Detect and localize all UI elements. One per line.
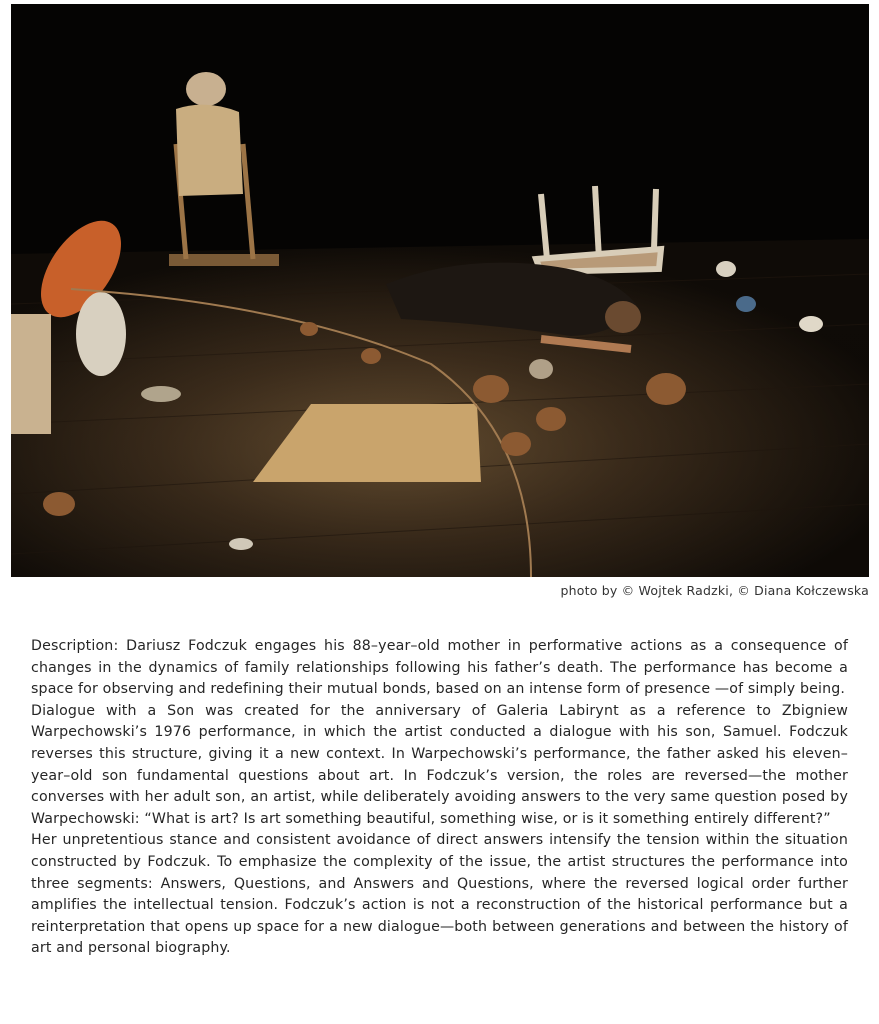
photo-credit-caption: photo by © Wojtek Radzki, © Diana Kołczewska bbox=[560, 583, 869, 598]
description-text bbox=[31, 636, 848, 960]
context-paragraph: Dialogue with a Son was created for the anniversary of Galeria Labirynt as a reference to Zbigniew Warpechowski’s 1976 performance, in which the artist conducted a dialogue with his son, Samuel. Fodczuk reverses this structure, giving it a new context. In Warpechowski’s performance, the father asked his eleven–year–old son fundamental questions about art. In Fodczuk’s version, the roles are reversed—the mother converses with her adult son, an artist, while deliberately avoiding answers to the very same question posed by Warpechowski: “What is art? Is art something beautiful, something wise, or is it something entirely different?” bbox=[31, 702, 848, 827]
description-paragraph: Description: Dariusz Fodczuk engages his 88–year–old mother in performative actions as a consequence of changes in the dynamics of family relationships following his father’s death. The performance has become a space for observing and redefining their mutual bonds, based on an intense form of presence —of simply being. bbox=[31, 638, 848, 698]
analysis-paragraph: Her unpretentious stance and consistent avoidance of direct answers intensify the tension within the situation constructed by Fodczuk. To emphasize the complexity of the issue, the artist structures the performance into three segments: Answers, Questions, and Answers and Questions, where the reversed logical order further amplifies the intellectual tension. Fodczuk’s action is not a reconstruction of the historical performance but a reinterpretation that opens up space for a new dialogue—both between generations and between the history of art and personal biography. bbox=[31, 832, 848, 957]
performance-photo bbox=[11, 4, 869, 577]
performance-photo-illustration bbox=[11, 4, 869, 577]
